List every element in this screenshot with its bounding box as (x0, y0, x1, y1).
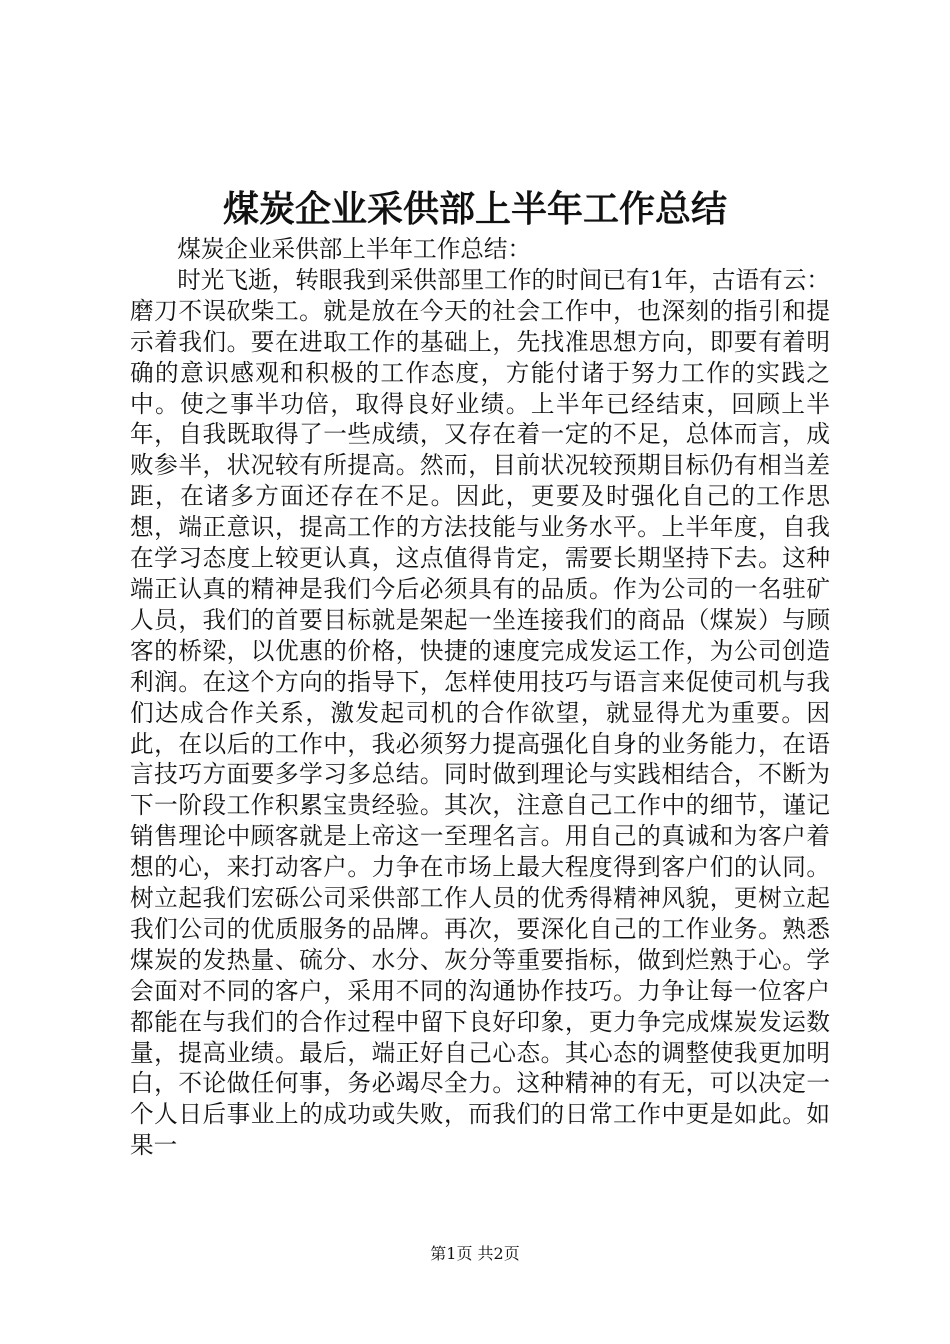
intro-paragraph: 煤炭企业采供部上半年工作总结： (177, 235, 532, 263)
document-body (130, 234, 830, 1161)
document-title: 煤炭企业采供部上半年工作总结 (222, 188, 727, 230)
main-paragraph: 时光飞逝，转眼我到采供部里工作的时间已有1年，古语有云：磨刀不误砍柴工。就是放在今天的社会工作中，也深刻的指引和提示着我们。要在进取工作的基础上，先找准思想方向，即要有着明确的意识感观和积极的工作态度，方能付诸于努力工作的实践之中。使之事半功倍，取得良好业绩。上半年已经结束，回顾上半年，自我既取得了一些成绩，又存在着一定的不足，总体而言，成败参半，状况较有所提高。然而，目前状况较预期目标仍有相当差距，在诸多方面还存在不足。因此，更要及时强化自己的工作思想，端正意识，提高工作的方法技能与业务水平。上半年度，自我在学习态度上较更认真，这点值得肯定，需要长期坚持下去。这种端正认真的精神是我们今后必须具有的品质。作为公司的一名驻矿人员，我们的首要目标就是架起一坐连接我们的商品（煤炭）与顾客的桥梁，以优惠的价格，快捷的速度完成发运工作，为公司创造利润。在这个方向的指导下，怎样使用技巧与语言来促使司机与我们达成合作关系，激发起司机的合作欲望，就显得尤为重要。因此，在以后的工作中，我必须努力提高强化自身的业务能力，在语言技巧方面要多学习多总结。同时做到理论与实践相结合，不断为下一阶段工作积累宝贵经验。其次，注意自己工作中的细节，谨记销售理论中顾客就是上帝这一至理名言。用自己的真诚和为客户着想的心，来打动客户。力争在市场上最大程度得到客户们的认同。树立起我们宏砾公司采供部工作人员的优秀得精神风貌，更树立起我们公司的优质服务的品牌。再次，要深化自己的工作业务。熟悉煤炭的发热量、硫分、水分、灰分等重要指标，做到烂熟于心。学会面对不同的客户，采用不同的沟通协作技巧。力争让每一位客户都能在与我们的合作过程中留下良好印象，更力争完成煤炭发运数量，提高业绩。最后，端正好自己心态。其心态的调整使我更加明白，不论做任何事，务必竭尽全力。这种精神的有无，可以决定一个人日后事业上的成功或失败，而我们的日常工作中更是如此。如果一 (130, 265, 830, 1160)
page-number-footer: 第1页 共2页 (430, 1244, 520, 1263)
